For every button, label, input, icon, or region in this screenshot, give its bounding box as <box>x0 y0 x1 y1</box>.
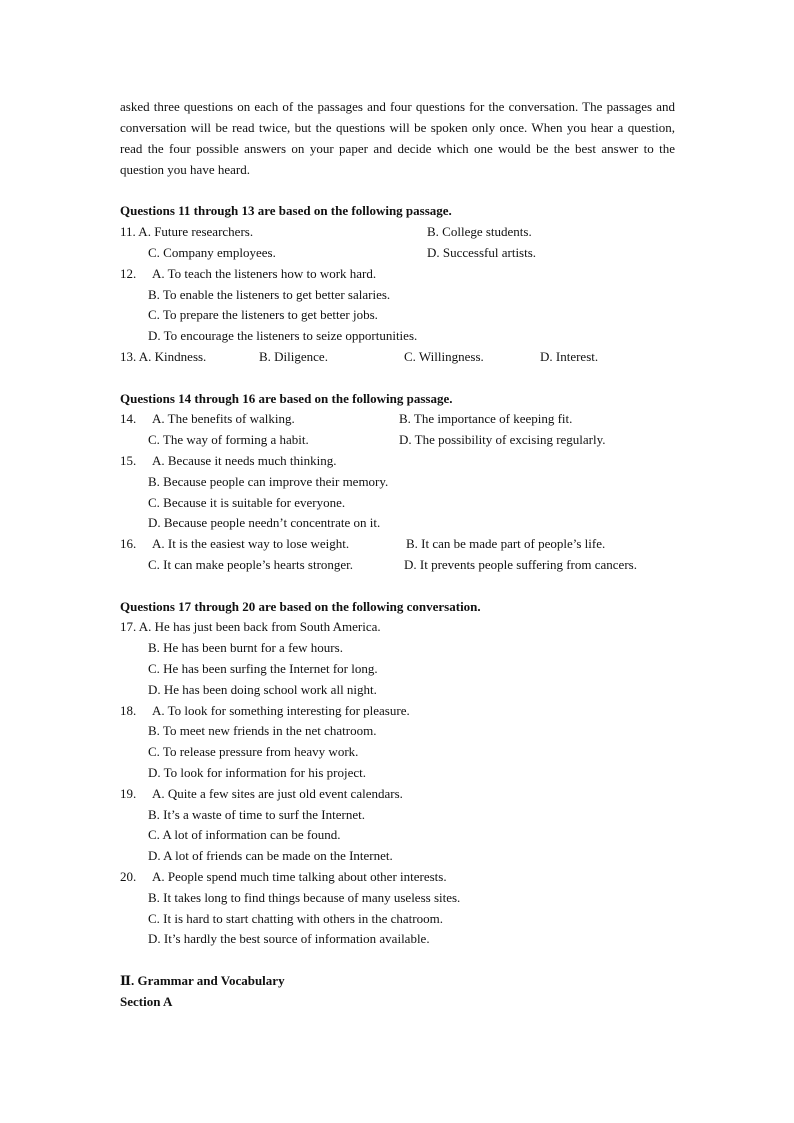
q19-option-b: B. It’s a waste of time to surf the Internet. <box>148 807 365 822</box>
q20-number: 20. <box>120 869 137 884</box>
group-heading-14-16: Questions 14 through 16 are based on the following passage. <box>120 391 453 406</box>
q14-option-d: D. The possibility of excising regularly. <box>399 432 606 447</box>
q20-option-d: D. It’s hardly the best source of information available. <box>148 931 430 946</box>
q18-number: 18. <box>120 703 137 718</box>
q19-option-a: A. Quite a few sites are just old event calendars. <box>152 786 403 801</box>
q19-number: 19. <box>120 786 137 801</box>
q16-option-b: B. It can be made part of people’s life. <box>406 536 606 551</box>
q12-option-b: B. To enable the listeners to get better salaries. <box>148 287 391 302</box>
q14-number: 14. <box>120 411 137 426</box>
group-heading-17-20: Questions 17 through 20 are based on the following conversation. <box>120 599 481 614</box>
part-two-title: Ⅱ. Grammar and Vocabulary <box>120 973 285 988</box>
listening-instructions: asked three questions on each of the passages and four questions for the conversation. The passages and conversation will be read twice, but the questions will be spoken only once. When you hear a question, read the four possible answers on your paper and decide which one would be the best answer to the question you have heard. <box>120 99 675 177</box>
q18-option-b: B. To meet new friends in the net chatroom. <box>148 723 377 738</box>
q12-option-c: C. To prepare the listeners to get better jobs. <box>148 307 378 322</box>
group-heading-11-13: Questions 11 through 13 are based on the following passage. <box>120 203 452 218</box>
q17-option-d: D. He has been doing school work all night. <box>148 682 377 697</box>
q18-option-c: C. To release pressure from heavy work. <box>148 744 359 759</box>
q17-option-a: 17. A. He has just been back from South America. <box>120 619 381 634</box>
q20-option-b: B. It takes long to find things because of many useless sites. <box>148 890 461 905</box>
q19-option-d: D. A lot of friends can be made on the Internet. <box>148 848 393 863</box>
q18-option-d: D. To look for information for his project. <box>148 765 367 780</box>
q13-option-d: D. Interest. <box>540 349 599 364</box>
q16-option-a: A. It is the easiest way to lose weight. <box>152 536 350 551</box>
q15-option-a: A. Because it needs much thinking. <box>152 453 337 468</box>
q11-option-a: 11. A. Future researchers. <box>120 224 254 239</box>
q15-option-b: B. Because people can improve their memory. <box>148 474 389 489</box>
q15-number: 15. <box>120 453 137 468</box>
q11-option-c: C. Company employees. <box>148 245 276 260</box>
q14-option-a: A. The benefits of walking. <box>152 411 295 426</box>
q20-option-a: A. People spend much time talking about other interests. <box>152 869 447 884</box>
q14-option-b: B. The importance of keeping fit. <box>399 411 573 426</box>
q16-number: 16. <box>120 536 137 551</box>
q14-option-c: C. The way of forming a habit. <box>148 432 309 447</box>
q15-option-c: C. Because it is suitable for everyone. <box>148 495 346 510</box>
q12-option-a: A. To teach the listeners how to work hard. <box>152 266 377 281</box>
q20-option-c: C. It is hard to start chatting with others in the chatroom. <box>148 911 443 926</box>
q12-number: 12. <box>120 266 137 281</box>
q17-option-b: B. He has been burnt for a few hours. <box>148 640 343 655</box>
q19-option-c: C. A lot of information can be found. <box>148 827 341 842</box>
q12-option-d: D. To encourage the listeners to seize opportunities. <box>148 328 418 343</box>
q18-option-a: A. To look for something interesting for pleasure. <box>152 703 410 718</box>
q13-option-b: B. Diligence. <box>259 349 328 364</box>
q16-option-d: D. It prevents people suffering from cancers. <box>404 557 637 572</box>
q13-option-c: C. Willingness. <box>404 349 484 364</box>
q15-option-d: D. Because people needn’t concentrate on it. <box>148 515 381 530</box>
q11-option-b: B. College students. <box>427 224 532 239</box>
q17-option-c: C. He has been surfing the Internet for long. <box>148 661 378 676</box>
q16-option-c: C. It can make people’s hearts stronger. <box>148 557 354 572</box>
q11-option-d: D. Successful artists. <box>427 245 537 260</box>
section-a-heading: Section A <box>120 994 173 1009</box>
q13-option-a: 13. A. Kindness. <box>120 349 207 364</box>
